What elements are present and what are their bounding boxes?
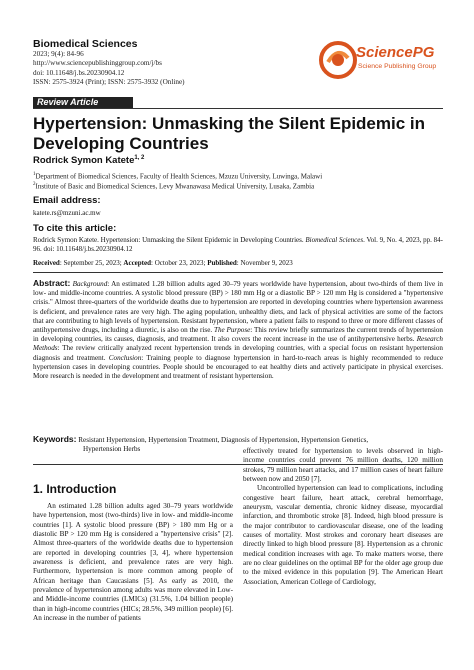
accepted-label: Accepted	[123, 259, 152, 267]
abstract-background: : An estimated 1.28 billion adults aged 30–79 years worldwide have hypertension, about two-thirds of them live in low- and middle-income countries. A systolic blood pressure (BP) > 180 mm Hg or a diastolic BP > 120 mm Hg is considered a "hypertensive crisis." Almost three-quarters of the worldwide deaths due to hypertension are reported in developing countries where hypertension awareness is deficient, and prevalence rates are very high. The aging population, unhealthy diets, and lack of physical activities are some of the factors that are contributing to high levels of hypertension. Resistant hypertension, where a patient fails to respond to three or more different classes of antihypertensive drugs, including a diuretic, is also on the rise.	[33, 280, 443, 335]
publisher-logo	[318, 38, 448, 84]
email-address[interactable]: katete.rs@mzuni.ac.mw	[33, 209, 101, 217]
keywords-line-2: Hypertension Herbs	[83, 445, 141, 454]
intro-paragraph-1: An estimated 1.28 billion adults aged 30–79 years worldwide have hypertension, most (two-thirds) live in low- and middle-income countries [1]. A systolic blood pressure (BP) > 180 mm Hg or a diastolic BP > 120 mm Hg is considered a "hypertensive crisis" [2]. Almost three-quarters of the worldwide deaths due to hypertension are reported in developing countries [3, 4], where hypertension awareness is deficient, and prevalence rates are very high. Furthermore, hypertension is more common among people of African heritage than Caucasians [5]. As early as 2010, the prevalence of hypertension among adults was more elevated in Low- and Middle-income countries (LMICs) (31.5%, 1.04 billion people) than in high-income countries (HICs; 28.5%, 349 million people) [6]. An increase in the number of patients	[33, 502, 234, 623]
affiliation-2	[33, 180, 314, 191]
abstract-conclusion: : Training people to diagnose hypertension in hard-to-reach areas is highly recommended to reduce hypertension cases in developing countries. People should be encouraged to eat healthy diets and actively participate in physical exercises. More research is needed in the development and treatment of resistant hypertension.	[33, 353, 444, 381]
column-right	[243, 447, 443, 587]
divider-middle	[33, 272, 443, 273]
author-sup: 1, 2	[134, 155, 145, 161]
journal-issue: 2023; 9(4): 84-96	[33, 50, 84, 58]
citation-heading: To cite this article:	[33, 223, 117, 234]
journal-header	[33, 38, 293, 88]
journal-doi[interactable]: doi: 10.11648/j.bs.20230904.12	[33, 68, 125, 77]
affiliation-2-sup: 2	[33, 182, 36, 187]
article-title: Hypertension: Unmasking the Silent Epidemic in Developing Countries	[33, 114, 426, 153]
abstract-purpose: : This review briefly summarizes the current trends of hypertension in developing countries, its causes, diagnosis, and treatment. It also covers the recent increase in the use of antihypertensive herbs.	[33, 326, 443, 344]
divider-top	[33, 108, 443, 109]
publisher-logo-icon	[318, 40, 358, 80]
received-date: : September 25, 2023;	[59, 259, 124, 267]
keywords-label: Keywords:	[33, 434, 77, 444]
intro-paragraph-2: Uncontrolled hypertension can lead to complications, including congestive heart failure, heart attack, cerebral hemorrhage, aneurysm, vascular dementia, chronic kidney disease, myocardial infarction, and thrombotic stroke [8]. Indeed, high blood pressure is the major contributor to cardiovascular disease, one of the leading causes of mortality. Most strokes and coronary heart diseases are directly linked to high blood pressure [8]. Hypertension as a chronic medical condition increases with age. To make matters worse, there are no clear guidelines on the optimal BP for the older age group due to the mixed evidence in this population [9]. The American Heart Association, American College of Cardiology,	[243, 484, 443, 586]
publisher-logo-text: SciencePG	[356, 44, 435, 61]
received-label: Received	[33, 259, 60, 267]
published-label: Published	[207, 259, 237, 267]
column-left	[33, 502, 233, 623]
journal-issn: ISSN: 2575-3924 (Print); ISSN: 2575-3932 (Online)	[33, 78, 185, 87]
author	[33, 155, 144, 166]
citation-part-a: Rodrick Symon Katete. Hypertension: Unmasking the Silent Epidemic in Developing Countries.	[33, 236, 306, 244]
intro-paragraph-1-cont: effectively treated for hypertension to levels observed in high-income countries could prevent 76 million deaths, 120 million strokes, 79 million heart attacks, and 17 million cases of heart failure between now and 2050 [7].	[243, 447, 443, 484]
citation-part-b: . Vol. 9, No. 4, 2023, pp. 84-96. doi: 10.11648/j.bs.20230904.12	[33, 236, 443, 254]
journal-url[interactable]: http://www.sciencepublishinggroup.com/j/bs	[33, 59, 162, 68]
affiliation-2-text: Institute of Basic and Biomedical Sciences, Levy Mwanawasa Medical University, Lusaka, Zambia	[35, 182, 315, 191]
affiliation-1-sup: 1	[33, 172, 36, 177]
publisher-tagline: Science Publishing Group	[358, 63, 437, 70]
citation-journal: Biomedical Sciences	[305, 236, 364, 244]
abstract-methods: : The review critically analyzed recent hypertension trends in developing countries, with a special focus on resistant hypertension diagnosis and treatment.	[33, 344, 443, 362]
article-type-badge	[33, 97, 133, 108]
journal-name: Biomedical Sciences	[33, 38, 138, 50]
abstract-purpose-label: The Purpose	[213, 326, 251, 335]
accepted-date: : October 23, 2023;	[151, 259, 208, 267]
keywords-line-1: Resistant Hypertension, Hypertension Treatment, Diagnosis of Hypertension, Hypertension Genetics,	[78, 436, 369, 444]
published-date: : November 9, 2023	[236, 259, 293, 267]
email-heading: Email address:	[33, 195, 101, 206]
abstract	[33, 279, 443, 381]
section-heading-introduction: 1. Introduction	[33, 482, 117, 496]
article-type-label: Review Article	[37, 97, 99, 107]
abstract-background-label: Background	[72, 280, 108, 288]
publication-dates	[33, 259, 293, 267]
abstract-conclusion-label: Conclusion	[108, 353, 142, 362]
abstract-label: Abstract:	[33, 278, 71, 288]
citation-text	[33, 236, 443, 254]
author-name: Rodrick Symon Katete	[33, 155, 135, 167]
affiliation-1-text: Department of Biomedical Sciences, Faculty of Health Sciences, Mzuzu University, Luwinga, Malawi	[35, 172, 323, 181]
abstract-methods-label: Research Methods	[33, 335, 443, 353]
